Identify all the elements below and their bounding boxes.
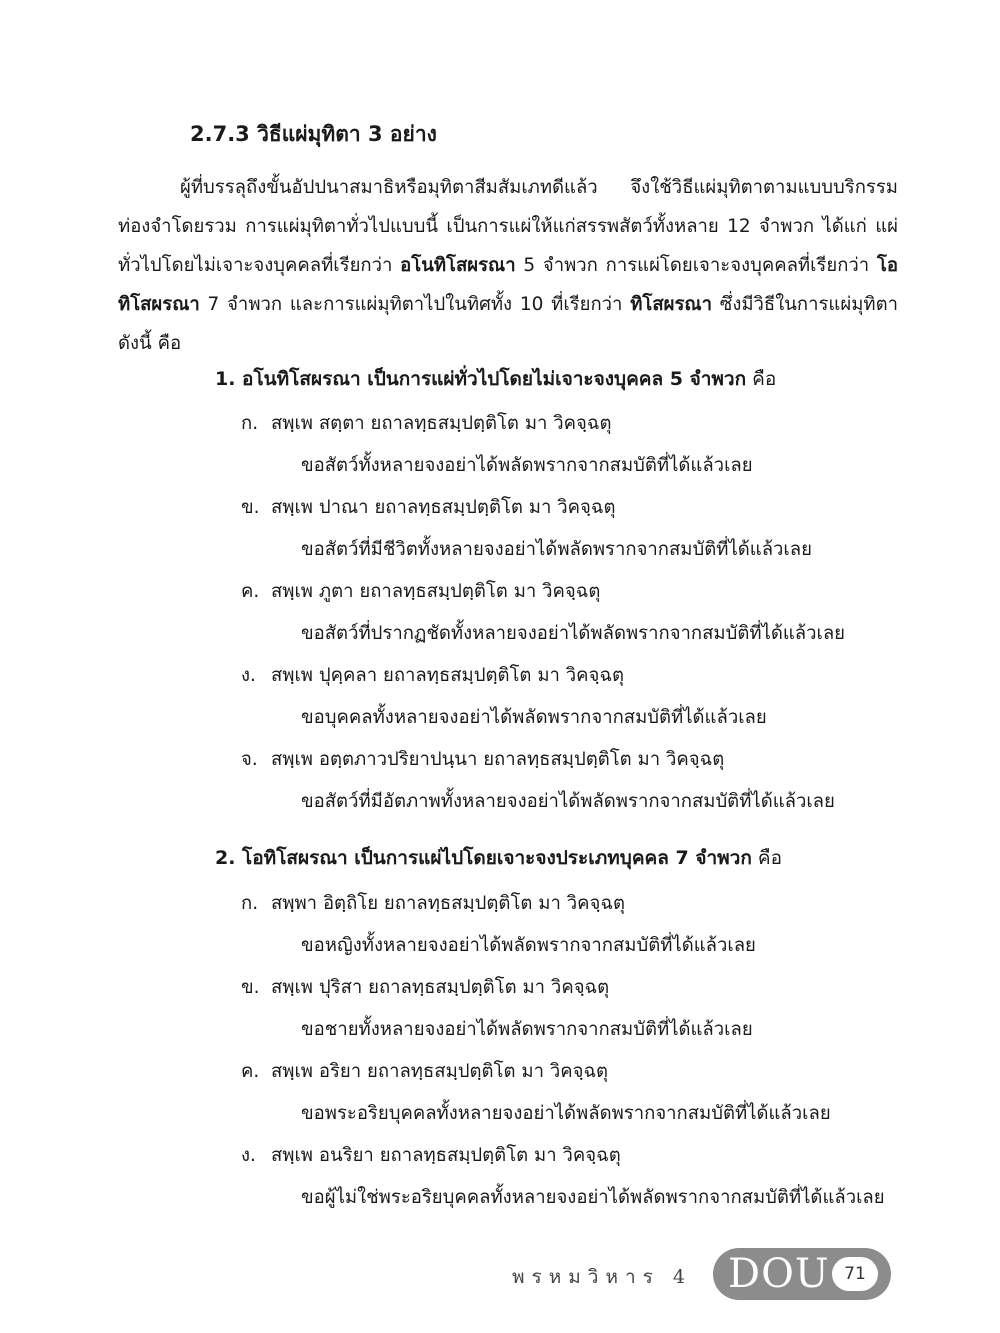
pali-text: สพฺเพ ภูตา ยถาลทฺธสมฺปตฺติโต มา วิคจฺฉตุ [271, 581, 601, 602]
pali-text: สพฺเพ ปุริสา ยถาลทฺธสมฺปตฺติโต มา วิคจฺฉตุ [271, 977, 610, 998]
list-item [241, 1051, 921, 1135]
thai-translation: ขอชายทั้งหลายจงอย่าได้พลัดพรากจากสมบัติที่ได้แล้วเลย [301, 1019, 753, 1040]
group-heading-tail: คือ [746, 368, 777, 390]
pali-verse [241, 487, 921, 529]
pali-verse [241, 739, 921, 781]
group-heading-tail: คือ [751, 847, 783, 869]
list-item [241, 1135, 921, 1219]
pali-verse [241, 655, 921, 697]
intro-text: ผู้ที่บรรลุถึงขั้นอัปปนาสมาธิหรือมุทิตาสีมสัมเภทดีแล้ว จึงใช้วิธีแผ่มุทิตาตามแบบบริกรรมท่องจำโดยรวม การแผ่มุทิตาทั่วไปแบบนี้ เป็นการแผ่ให้แก่สรรพสัตว์ทั้งหลาย 12 จำพวก ได้แก่ แผ่ทั่วไปโดยไม่เจาะจงบุคคลที่เรียกว่า [118, 177, 898, 276]
pali-text: สพฺพา อิตฺถิโย ยถาลทฺธสมฺปตฺติโต มา วิคจฺฉตุ [271, 893, 625, 914]
term-anodhiso-pharana: อโนทิโสผรณา [400, 255, 516, 276]
pali-verse [241, 883, 921, 925]
page-number: 71 [844, 1264, 866, 1284]
thai-translation: ขอผู้ไม่ใช่พระอริยบุคคลทั้งหลายจงอย่าได้พลัดพรากจากสมบัติที่ได้แล้วเลย [301, 1187, 885, 1208]
group-heading-bold: 1. อโนทิโสผรณา เป็นการแผ่ทั่วไปโดยไม่เจาะจงบุคคล 5 จำพวก [215, 368, 747, 390]
running-footer-title: พรหมวิหาร 4 [512, 1266, 692, 1288]
pali-text: สพฺเพ อริยา ยถาลทฺธสมฺปตฺติโต มา วิคจฺฉตุ [271, 1061, 609, 1082]
term-odhiso-pharana: โอทิโสผรณา [118, 255, 898, 315]
list-item [241, 487, 921, 571]
list-item [241, 883, 921, 967]
dou-logo-text: DOU [728, 1251, 830, 1297]
thai-translation: ขอพระอริยบุคคลทั้งหลายจงอย่าได้พลัดพรากจากสมบัติที่ได้แล้วเลย [301, 1103, 831, 1124]
list-item [241, 403, 921, 487]
item-marker: ค. [241, 1061, 260, 1082]
intro-text: 5 จำพวก การแผ่โดยเจาะจงบุคคลที่เรียกว่า [515, 255, 877, 276]
item-marker: ข. [241, 497, 260, 518]
list-item [241, 655, 921, 739]
item-marker: ง. [241, 665, 256, 686]
term-disa-pharana: ทิโสผรณา [630, 294, 712, 315]
list-item [241, 739, 921, 823]
intro-text: ซึ่งมีวิธีในการแผ่มุทิตาดังนี้ คือ [118, 294, 898, 354]
intro-paragraph [118, 168, 898, 363]
thai-translation: ขอสัตว์ทั้งหลายจงอย่าได้พลัดพรากจากสมบัติที่ได้แล้วเลย [301, 455, 753, 476]
item-marker: ค. [241, 581, 260, 602]
group-heading-odhiso [215, 843, 782, 873]
section-heading: 2.7.3 วิธีแผ่มุทิตา 3 อย่าง [190, 122, 437, 146]
pali-verse [241, 967, 921, 1009]
pali-text: สพฺเพ อตฺตภาวปริยาปนฺนา ยถาลทฺธสมฺปตฺติโต มา วิคจฺฉตุ [271, 749, 725, 770]
item-marker: จ. [241, 749, 258, 770]
item-marker: ก. [241, 413, 259, 434]
list-item [241, 571, 921, 655]
pali-verse [241, 1051, 921, 1093]
list-item [241, 967, 921, 1051]
thai-translation: ขอบุคคลทั้งหลายจงอย่าได้พลัดพรากจากสมบัติที่ได้แล้วเลย [301, 707, 767, 728]
item-marker: ง. [241, 1145, 256, 1166]
pali-verse [241, 1135, 921, 1177]
pali-text: สพฺเพ อนริยา ยถาลทฺธสมฺปตฺติโต มา วิคจฺฉตุ [271, 1145, 621, 1166]
group-heading-anodhiso [215, 364, 776, 394]
thai-translation: ขอสัตว์ที่มีชีวิตทั้งหลายจงอย่าได้พลัดพรากจากสมบัติที่ได้แล้วเลย [301, 539, 812, 560]
pali-text: สพฺเพ ปุคฺคลา ยถาลทฺธสมฺปตฺติโต มา วิคจฺฉตุ [271, 665, 625, 686]
pali-verse [241, 571, 921, 613]
thai-translation: ขอสัตว์ที่ปรากฏชัดทั้งหลายจงอย่าได้พลัดพรากจากสมบัติที่ได้แล้วเลย [301, 623, 846, 644]
pali-text: สพฺเพ สตฺตา ยถาลทฺธสมฺปตฺติโต มา วิคจฺฉตุ [271, 413, 612, 434]
pali-text: สพฺเพ ปาณา ยถาลทฺธสมฺปตฺติโต มา วิคจฺฉตุ [271, 497, 616, 518]
intro-text: 7 จำพวก และการแผ่มุทิตาไปในทิศทั้ง 10 ที่เรียกว่า [199, 294, 631, 315]
group-heading-bold: 2. โอทิโสผรณา เป็นการแผ่ไปโดยเจาะจงประเภทบุคคล 7 จำพวก [215, 847, 752, 869]
thai-translation: ขอสัตว์ที่มีอัตภาพทั้งหลายจงอย่าได้พลัดพรากจากสมบัติที่ได้แล้วเลย [301, 791, 835, 812]
item-marker: ข. [241, 977, 260, 998]
item-marker: ก. [241, 893, 259, 914]
thai-translation: ขอหญิงทั้งหลายจงอย่าได้พลัดพรากจากสมบัติที่ได้แล้วเลย [301, 935, 756, 956]
pali-verse [241, 403, 921, 445]
